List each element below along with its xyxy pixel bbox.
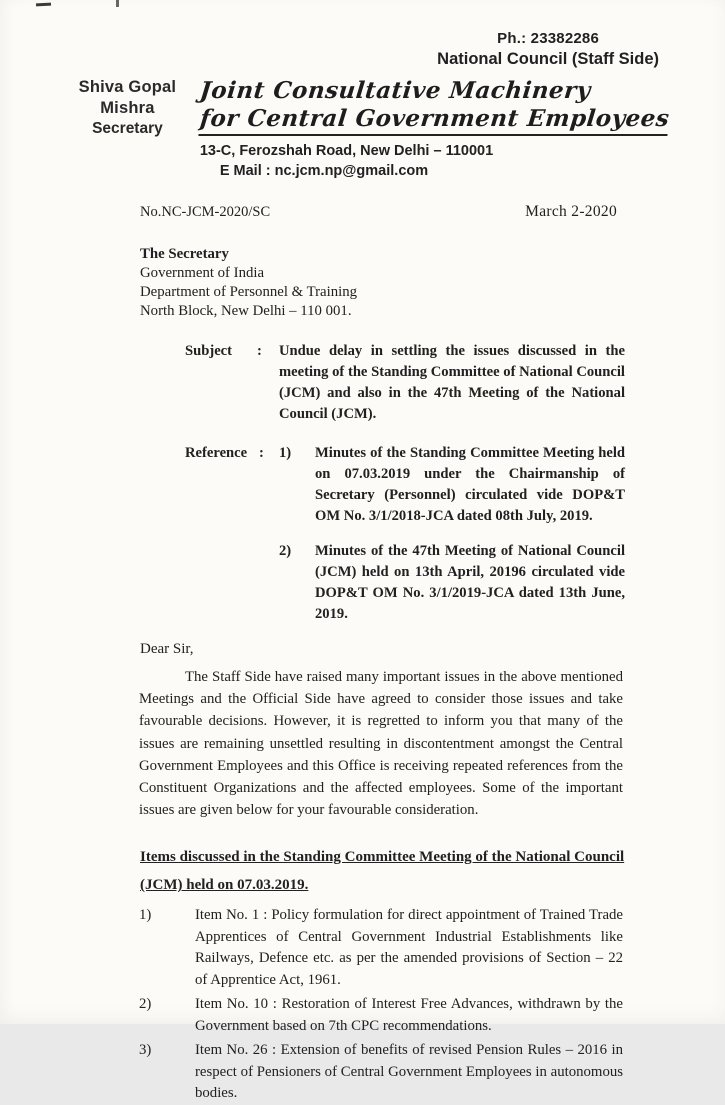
- list-item: [139, 905, 623, 991]
- scan-artifact-tick: [116, 0, 119, 7]
- addressee-line: Government of India: [140, 265, 265, 281]
- org-script-line-1: Joint Consultative Machinery: [198, 77, 592, 104]
- reference-block: [185, 443, 625, 625]
- addressee-line: North Block, New Delhi – 110 001.: [140, 303, 352, 319]
- sender-block: [55, 77, 200, 181]
- list-item-text: Item No. 26 : Extension of benefits of revised Pension Rules – 2016 in respect of Pensioners of Central Government Employees in autonomous bodies.: [195, 1042, 623, 1102]
- body-paragraph: The Staff Side have raised many important issues in the above mentioned Meetings and the Official Side have agreed to consider those issues and take favourable decisions. However, it is regretted to inform you that many of the issues are remaining unsettled resulting in discontentment amongst the Central Government Employees and this Office is receiving repeated references from the Constituent Organizations and the affected employees. Some of the important issues are given below for your favourable consideration.: [139, 669, 623, 819]
- org-script-line-2: for Central Government Employees: [198, 105, 670, 136]
- letterhead-right-top: [437, 30, 659, 71]
- reference-label-spacer: [185, 541, 259, 625]
- reference-date-line: [140, 203, 617, 221]
- reference-item-number: 2): [279, 543, 292, 559]
- org-details-block: [200, 77, 669, 181]
- section-heading-text: Items discussed in the Standing Committee Meeting of the National Council (JCM) held on 07.03.2019.: [140, 849, 625, 894]
- subject-colon: :: [257, 343, 262, 359]
- list-item: [139, 994, 623, 1037]
- addressee-block: [140, 245, 625, 321]
- org-address: 13-C, Ferozshah Road, New Delhi – 110001: [199, 143, 494, 159]
- sender-name: Shiva Gopal Mishra: [78, 78, 177, 117]
- letterhead-row: [0, 77, 725, 181]
- section-heading: [140, 843, 625, 899]
- list-item-text: Item No. 1 : Policy formulation for direct appointment of Trained Trade Apprentices of Central Government Industrial Establishments like Railways, Defence etc. as per the amended provisions of Section – 22 of Apprentice Act, 1961.: [195, 907, 623, 988]
- letter-date: March 2-2020: [525, 203, 617, 220]
- addressee-line: The Secretary: [140, 246, 229, 262]
- addressee-line: Department of Personnel & Training: [140, 284, 357, 300]
- org-name: National Council (Staff Side): [437, 50, 659, 68]
- list-item-number: 3): [139, 1042, 152, 1059]
- items-list: [139, 905, 623, 1105]
- reference-label: Reference: [185, 445, 248, 461]
- phone-number: Ph.: 23382286: [497, 30, 599, 47]
- org-email: E Mail : nc.jcm.np@gmail.com: [219, 163, 429, 179]
- letterhead: [0, 30, 725, 181]
- subject-label: Subject: [185, 343, 233, 359]
- reference-item-text: Minutes of the Standing Committee Meeting held on 07.03.2019 under the Chairmanship of Secretary (Personnel) circulated vide DOP&T OM No. 3/1/2018-JCA dated 08th July, 2019.: [315, 445, 625, 524]
- reference-colon: :: [259, 445, 264, 461]
- reference-item-text: Minutes of the 47th Meeting of National Council (JCM) held on 13th April, 20196 circulated vide DOP&T OM No. 3/1/2019-JCA dated 13th June, 2019.: [315, 543, 625, 622]
- list-item: [139, 1040, 623, 1105]
- scan-artifact-dash: [36, 3, 51, 7]
- subject-block: [185, 341, 625, 425]
- letter-ref-no: No.NC-JCM-2020/SC: [140, 204, 271, 220]
- sender-title: Secretary: [92, 120, 163, 137]
- reference-item-number: 1): [279, 445, 292, 461]
- salutation: Dear Sir,: [140, 641, 194, 657]
- subject-text: Undue delay in settling the issues discussed in the meeting of the Standing Committee of National Council (JCM) and also in the 47th Meeting of the National Council (JCM).: [279, 343, 625, 422]
- list-item-text: Item No. 10 : Restoration of Interest Free Advances, withdrawn by the Government based on 7th CPC recommendations.: [195, 996, 623, 1034]
- list-item-number: 1): [139, 907, 152, 924]
- reference-colon-spacer: [259, 541, 279, 625]
- list-item-number: 2): [139, 996, 152, 1013]
